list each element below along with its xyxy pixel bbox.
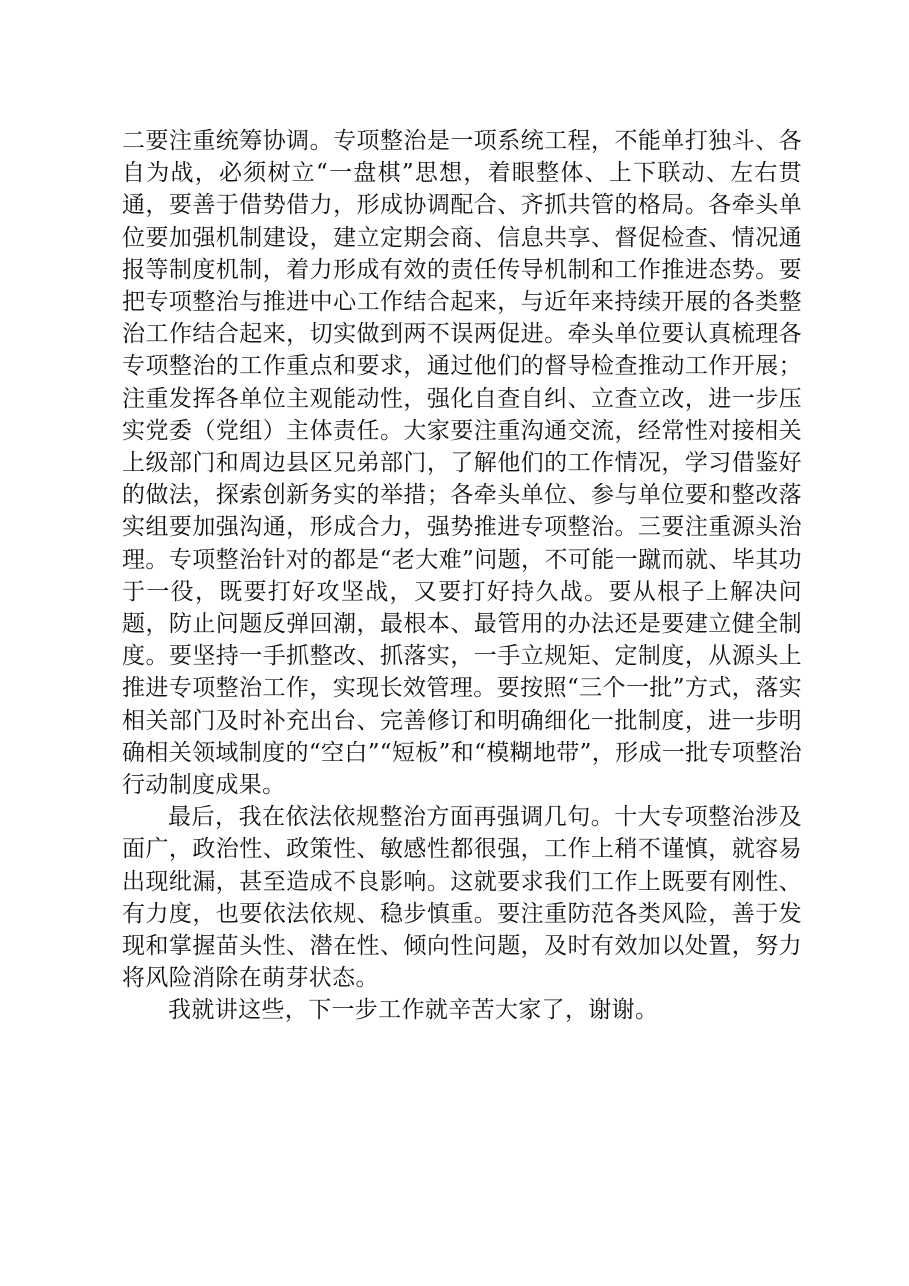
paragraph-coordination: 二要注重统筹协调。专项整治是一项系统工程，不能单打独斗、各自为战，必须树立“一盘棋”思想，着眼整体、上下联动、左右贯通，要善于借势借力，形成协调配合、齐抓共管的格局。各牵头单位要加强机制建设，建立定期会商、信息共享、督促检查、情况通报等制度机制，着力形成有效的责任传导机制和工作推进态势。要把专项整治与推进中心工作结合起来，与近年来持续开展的各类整治工作结合起来，切实做到两不误两促进。牵头单位要认真梳理各专项整治的工作重点和要求，通过他们的督导检查推动工作开展；注重发挥各单位主观能动性，强化自查自纠、立查立改，进一步压实党委（党组）主体责任。大家要注重沟通交流，经常性对接相关上级部门和周边县区兄弟部门，了解他们的工作情况，学习借鉴好的做法，探索创新务实的举措；各牵头单位、参与单位要和整改落实组要加强沟通，形成合力，强势推进专项整治。三要注重源头治理。专项整治针对的都是“老大难”问题，不可能一蹴而就、毕其功于一役，既要打好攻坚战，又要打好持久战。要从根子上解决问题，防止问题反弹回潮，最根本、最管用的办法还是要建立健全制度。要坚持一手抓整改、抓落实，一手立规矩、定制度，从源头上推进专项整治工作，实现长效管理。要按照“三个一批”方式，落实相关部门及时补充出台、完善修订和明确细化一批制度，进一步明确相关领域制度的“空白”“短板”和“模糊地带”，形成一批专项整治行动制度成果。 [122, 128, 802, 799]
paragraph-closing: 我就讲这些，下一步工作就辛苦大家了，谢谢。 [168, 997, 659, 1024]
document-body [122, 125, 802, 1027]
paragraph-legal-compliance: 最后，我在依法依规整治方面再强调几句。十大专项整治涉及面广，政治性、政策性、敏感性都很强，工作上稍不谨慎，就容易出现纰漏，甚至造成不良影响。这就要求我们工作上既要有刚性、有力度，也要依法依规、稳步慎重。要注重防范各类风险，善于发现和掌握苗头性、潜在性、倾向性问题，及时有效加以处置，努力将风险消除在萌芽状态。 [122, 804, 802, 992]
